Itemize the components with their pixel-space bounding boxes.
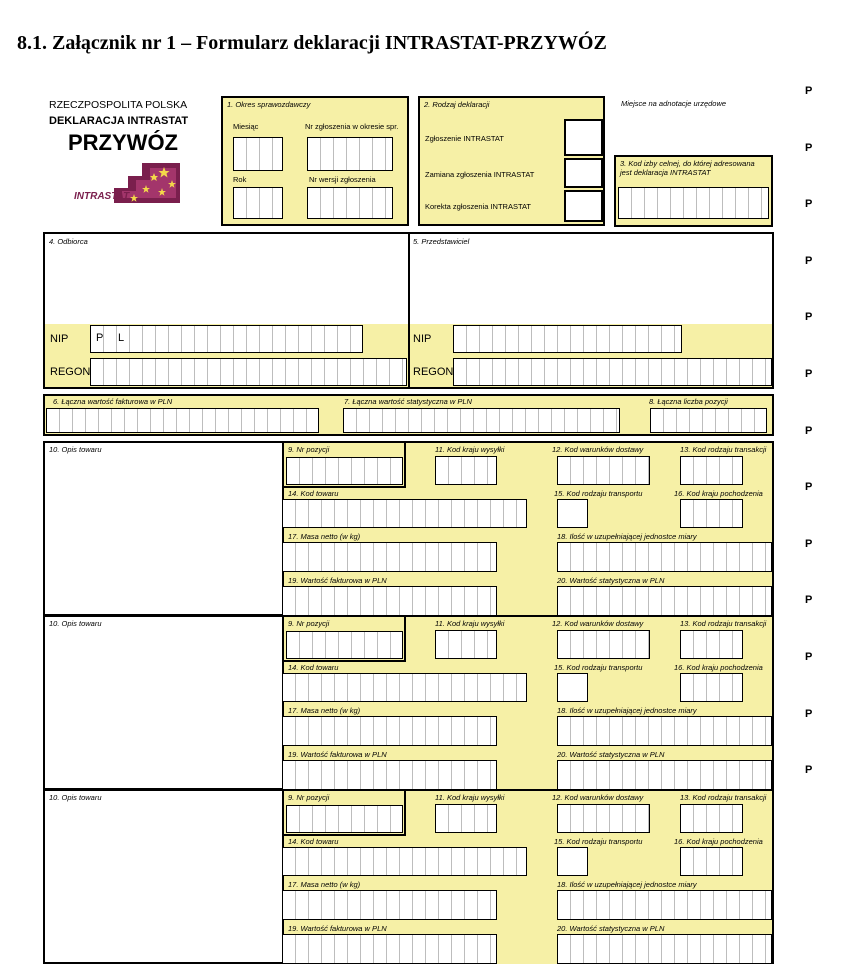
header-country: RZECZPOSPOLITA POLSKA: [49, 99, 188, 111]
intrastat-logo: [72, 158, 187, 208]
supplementary-qty-field[interactable]: [557, 542, 772, 572]
transport-field[interactable]: [557, 499, 588, 528]
logo-text: INTRASTAT: [74, 191, 130, 202]
customs-code-field[interactable]: [618, 187, 769, 219]
margin-letter: P: [805, 594, 813, 607]
nip-prefix-p: P: [96, 332, 104, 344]
total-items-field[interactable]: [650, 408, 767, 433]
origin-country-field[interactable]: [680, 499, 743, 528]
nip-prefix-l: L: [118, 332, 125, 344]
recipient-regon-field[interactable]: [90, 358, 407, 386]
month-field[interactable]: [233, 137, 283, 171]
origin-country-label: 16. Kod kraju pochodzenia: [674, 489, 763, 498]
recipient-regon-label: REGON: [50, 366, 91, 378]
declaration-kind-title: 2. Rodzaj deklaracji: [424, 100, 490, 109]
item-description-label: 10. Opis towaru: [49, 619, 102, 628]
transaction-field[interactable]: [680, 804, 743, 833]
version-no-label: Nr wersji zgłoszenia: [309, 175, 376, 184]
filing-no-field[interactable]: [307, 137, 393, 171]
net-mass-field[interactable]: [282, 890, 497, 920]
total-statistical-field[interactable]: [343, 408, 620, 433]
position-label: 9. Nr pozycji: [288, 445, 330, 454]
origin-country-label: 16. Kod kraju pochodzenia: [674, 837, 763, 846]
item-block: [43, 615, 774, 790]
margin-letter: P: [805, 537, 813, 550]
statistical-value-field[interactable]: [557, 934, 772, 964]
transaction-label: 13. Kod rodzaju transakcji: [680, 793, 767, 802]
statistical-value-label: 20. Wartość statystyczna w PLN: [557, 576, 665, 585]
dispatch-country-label: 11. Kod kraju wysyłki: [435, 619, 505, 628]
position-field[interactable]: [286, 631, 403, 659]
origin-country-field[interactable]: [680, 847, 743, 876]
transport-label: 15. Kod rodzaju transportu: [554, 489, 643, 498]
representative-title: 5. Przedstawiciel: [413, 237, 470, 246]
delivery-terms-field[interactable]: [557, 456, 650, 485]
invoice-value-field[interactable]: [282, 586, 497, 616]
net-mass-label: 17. Masa netto (w kg): [288, 532, 361, 541]
delivery-terms-label: 12. Kod warunków dostawy: [552, 793, 644, 802]
transaction-field[interactable]: [680, 456, 743, 485]
recipient-title: 4. Odbiorca: [49, 237, 88, 246]
version-no-field[interactable]: [307, 187, 393, 219]
margin-letter: P: [805, 368, 813, 380]
transport-field[interactable]: [557, 847, 588, 876]
margin-letter: P: [805, 707, 813, 720]
item-block: [43, 441, 774, 616]
statistical-value-field[interactable]: [557, 586, 772, 616]
representative-regon-field[interactable]: [453, 358, 772, 386]
margin-letter: P: [805, 141, 813, 154]
margin-letter: P: [805, 311, 813, 324]
parties-section: [43, 232, 774, 389]
period-section: [221, 96, 409, 226]
representative-regon-label: REGON: [413, 366, 454, 378]
year-label: Rok: [233, 175, 247, 184]
delivery-terms-field[interactable]: [557, 804, 650, 833]
invoice-value-label: 19. Wartość fakturowa w PLN: [288, 924, 387, 933]
option-filing-box[interactable]: [564, 119, 603, 156]
origin-country-field[interactable]: [680, 673, 743, 702]
margin-letter: P: [805, 254, 813, 267]
supplementary-qty-field[interactable]: [557, 890, 772, 920]
totals-section: [43, 394, 774, 436]
statistical-value-label: 20. Wartość statystyczna w PLN: [557, 924, 665, 933]
goods-code-field[interactable]: [282, 673, 527, 702]
header-type: PRZYWÓZ: [68, 130, 178, 155]
origin-country-label: 16. Kod kraju pochodzenia: [674, 663, 763, 672]
option-replace-box[interactable]: [564, 158, 603, 188]
transaction-label: 13. Kod rodzaju transakcji: [680, 619, 767, 628]
goods-code-label: 14. Kod towaru: [288, 837, 339, 846]
net-mass-field[interactable]: [282, 542, 497, 572]
supplementary-qty-label: 18. Ilość w uzupełniającej jednostce miary: [557, 532, 697, 541]
delivery-terms-field[interactable]: [557, 630, 650, 659]
office-annotation-label: Miejsce na adnotacje urzędowe: [621, 99, 727, 108]
statistical-value-label: 20. Wartość statystyczna w PLN: [557, 750, 665, 759]
margin-letter: P: [805, 481, 813, 494]
period-title: 1. Okres sprawozdawczy: [227, 100, 311, 109]
position-field[interactable]: [286, 805, 403, 833]
customs-code-section: [614, 155, 773, 227]
item-description-label: 10. Opis towaru: [49, 445, 102, 454]
transport-label: 15. Kod rodzaju transportu: [554, 837, 643, 846]
item-block: [43, 789, 774, 964]
delivery-terms-label: 12. Kod warunków dostawy: [552, 619, 644, 628]
transaction-label: 13. Kod rodzaju transakcji: [680, 445, 767, 454]
month-label: Miesiąc: [233, 122, 259, 131]
goods-code-field[interactable]: [282, 499, 527, 528]
margin-letter: P: [805, 651, 813, 663]
margin-letter: P: [805, 198, 813, 211]
invoice-value-field[interactable]: [282, 760, 497, 790]
transaction-field[interactable]: [680, 630, 743, 659]
filing-no-label: Nr zgłoszenia w okresie spr.: [305, 122, 399, 131]
representative-nip-label: NIP: [413, 333, 432, 345]
total-statistical-label: 7. Łączna wartość statystyczna w PLN: [344, 397, 472, 406]
transport-label: 15. Kod rodzaju transportu: [554, 663, 643, 672]
dispatch-country-field[interactable]: [435, 804, 497, 833]
goods-code-field[interactable]: [282, 847, 527, 876]
option-filing-label: Zgłoszenie INTRASTAT: [425, 134, 504, 143]
representative-nip-field[interactable]: [453, 325, 682, 353]
transport-field[interactable]: [557, 673, 588, 702]
dispatch-country-field[interactable]: [435, 630, 497, 659]
goods-code-label: 14. Kod towaru: [288, 489, 339, 498]
option-replace-label: Zamiana zgłoszenia INTRASTAT: [425, 170, 535, 179]
net-mass-label: 17. Masa netto (w kg): [288, 706, 361, 715]
margin-letter: P: [805, 85, 813, 97]
margin-letter: P: [805, 764, 813, 777]
year-field[interactable]: [233, 187, 283, 219]
dispatch-country-field[interactable]: [435, 456, 497, 485]
declaration-kind-section: [418, 96, 605, 226]
net-mass-label: 17. Masa netto (w kg): [288, 880, 361, 889]
dispatch-country-label: 11. Kod kraju wysyłki: [435, 445, 505, 454]
total-items-label: 8. Łączna liczba pozycji: [649, 397, 728, 406]
net-mass-field[interactable]: [282, 716, 497, 746]
statistical-value-field[interactable]: [557, 760, 772, 790]
item-description-label: 10. Opis towaru: [49, 793, 102, 802]
invoice-value-label: 19. Wartość fakturowa w PLN: [288, 576, 387, 585]
invoice-value-field[interactable]: [282, 934, 497, 964]
supplementary-qty-field[interactable]: [557, 716, 772, 746]
option-correction-label: Korekta zgłoszenia INTRASTAT: [425, 202, 532, 211]
page-title: 8.1. Załącznik nr 1 – Formularz deklaracji INTRASTAT-PRZYWÓZ: [17, 32, 607, 54]
margin-letter: P: [805, 424, 813, 437]
recipient-nip-field[interactable]: [90, 325, 363, 353]
recipient-nip-label: NIP: [50, 333, 69, 345]
position-field[interactable]: [286, 457, 403, 485]
position-label: 9. Nr pozycji: [288, 619, 330, 628]
total-invoice-field[interactable]: [46, 408, 319, 433]
supplementary-qty-label: 18. Ilość w uzupełniającej jednostce miary: [557, 706, 697, 715]
total-invoice-label: 6. Łączna wartość fakturowa w PLN: [53, 397, 173, 406]
supplementary-qty-label: 18. Ilość w uzupełniającej jednostce miary: [557, 880, 697, 889]
header-declaration: DEKLARACJA INTRASTAT: [49, 115, 189, 127]
delivery-terms-label: 12. Kod warunków dostawy: [552, 445, 644, 454]
dispatch-country-label: 11. Kod kraju wysyłki: [435, 793, 505, 802]
invoice-value-label: 19. Wartość fakturowa w PLN: [288, 750, 387, 759]
option-correction-box[interactable]: [564, 190, 603, 222]
customs-code-title: 3. Kod izby celnej, do której adresowana jest deklaracja INTRASTAT: [620, 159, 755, 177]
position-label: 9. Nr pozycji: [288, 793, 330, 802]
goods-code-label: 14. Kod towaru: [288, 663, 339, 672]
